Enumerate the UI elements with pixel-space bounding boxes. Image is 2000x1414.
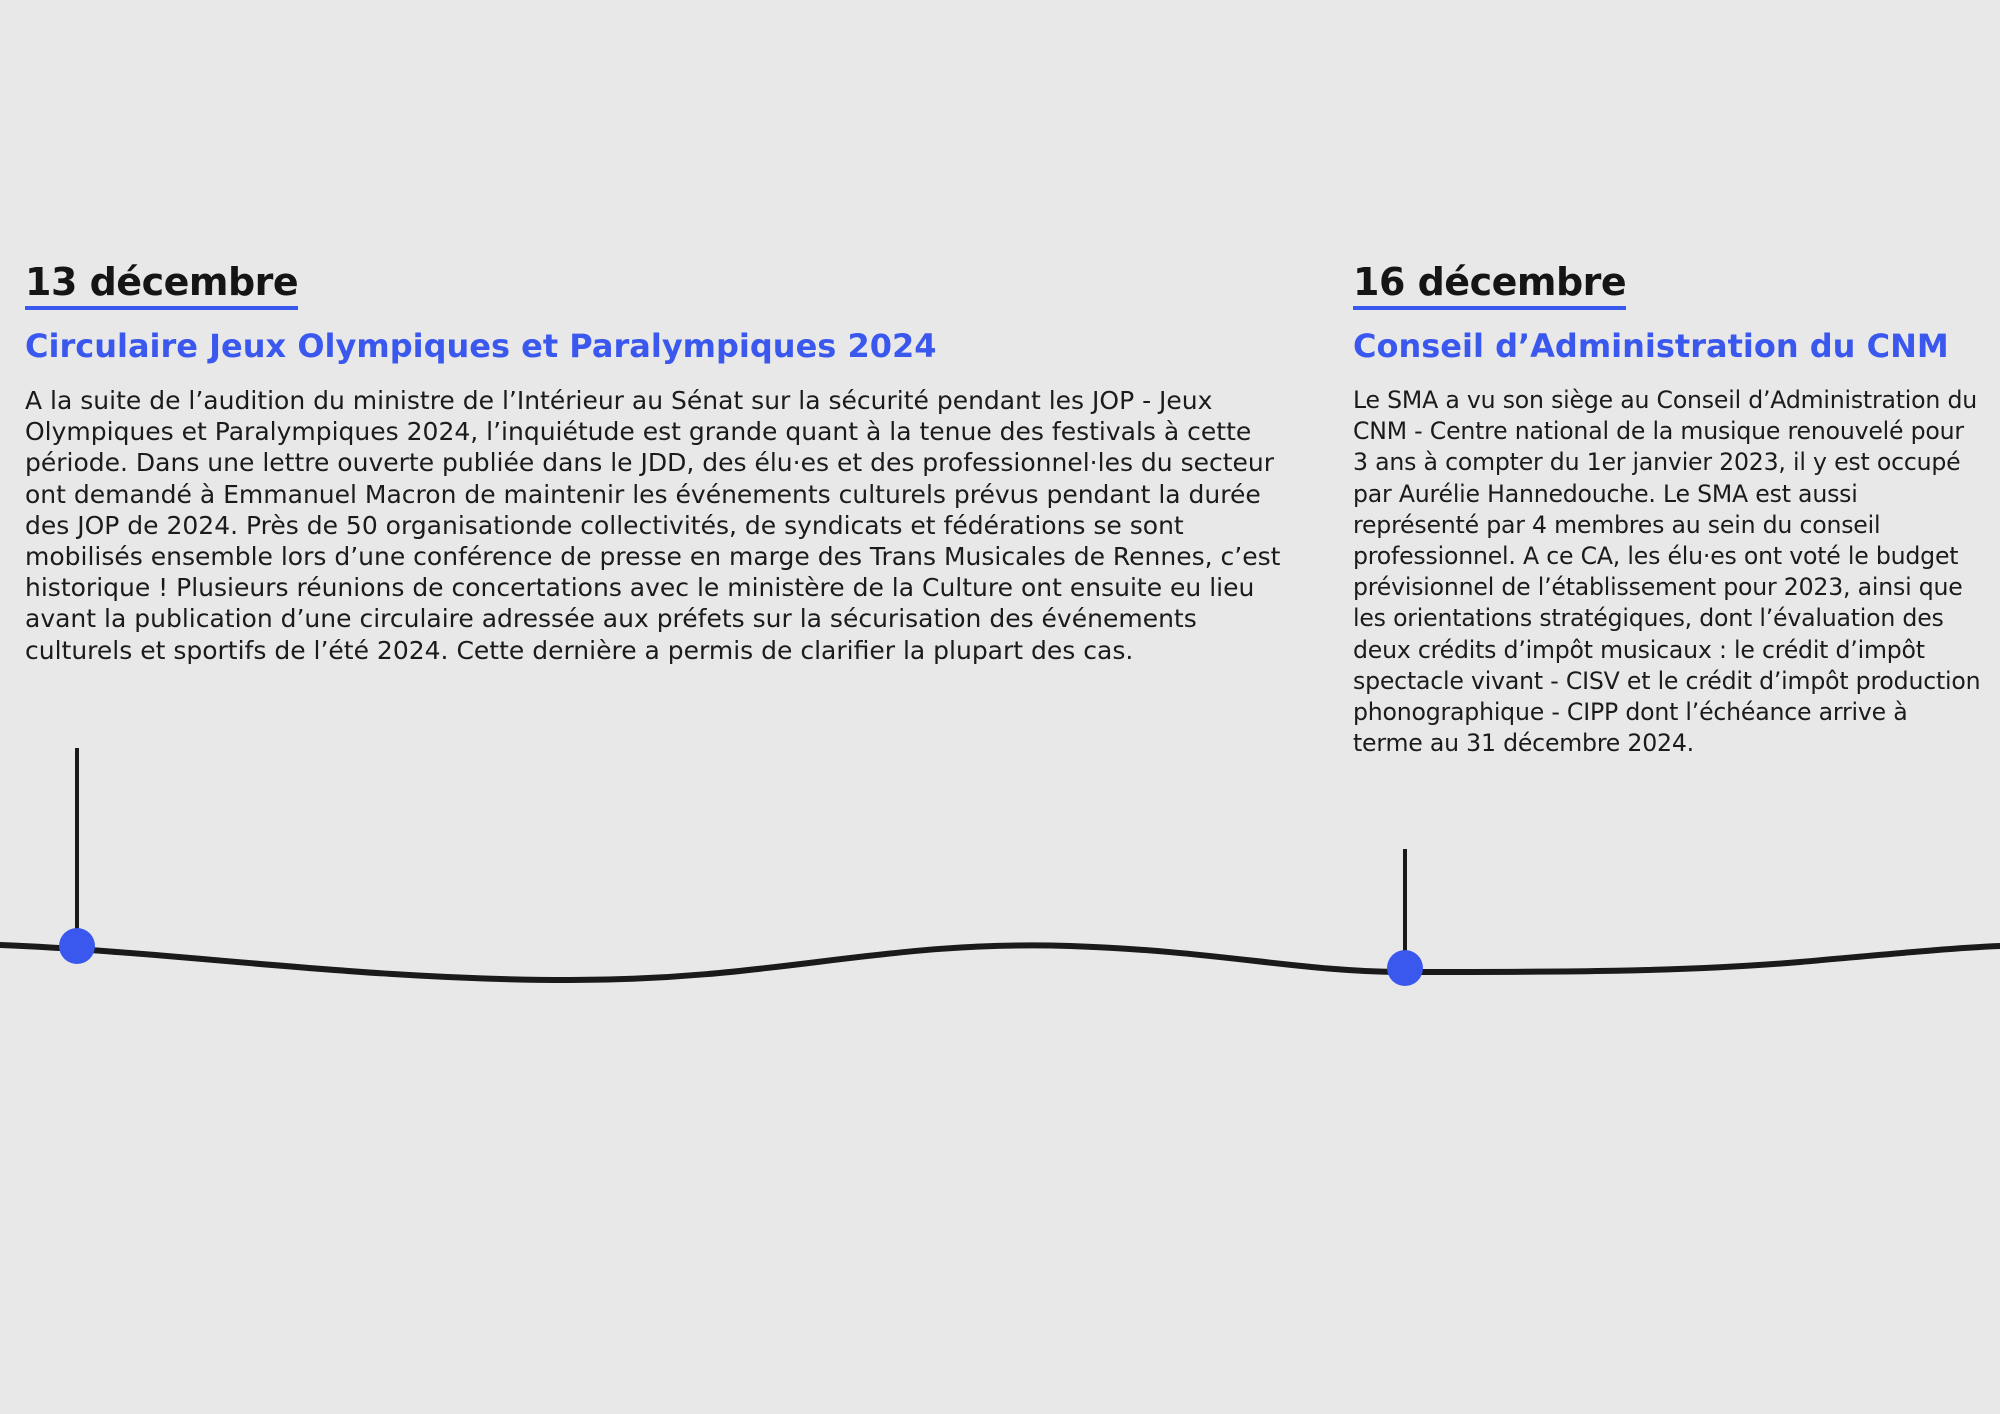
timeline-curve (0, 945, 2000, 980)
event-body: A la suite de l’audition du ministre de l’Intérieur au Sénat sur la sécurité pendant les JOP - Jeux Olympiques et Paralympiques 2024, l’inquiétude est grande quant à la tenue des festivals à cette période. Dans une lettre ouverte publiée dans le JDD, des élu·es et des professionnel·les du secteur ont demandé à Emmanuel Macron de maintenir les événements culturels prévus pendant la durée des JOP de 2024. Près de 50 organisationde collectivités, de syndicats et fédérations se sont mobilisés ensemble lors d’une conférence de presse en marge des Trans Musicales de Rennes, c’est historique ! Plusieurs réunions de concertations avec le ministère de la Culture ont ensuite eu lieu avant la publication d’une circulaire adressée aux préfets sur la sécurisation des événements culturels et sportifs de l’été 2024. Cette dernière a permis de clarifier la plupart des cas. (25, 386, 1281, 665)
timeline-marker-dec-13 (59, 928, 95, 964)
event-title: Circulaire Jeux Olympiques et Paralympiques 2024 (25, 327, 937, 365)
event-date: 13 décembre (25, 258, 298, 310)
event-title: Conseil d’Administration du CNM (1353, 327, 1949, 365)
event-body: Le SMA a vu son siège au Conseil d’Administration du CNM - Centre national de la musique renouvelé pour 3 ans à compter du 1er janvier 2023, il y est occupé par Aurélie Hannedouche. Le SMA est aussi représenté par 4 membres au sein du conseil professionnel. A ce CA, les élu·es ont voté le budget prévisionnel de l’établissement pour 2023, ainsi que les orientations stratégiques, dont l’évaluation des deux crédits d’impôt musicaux : le crédit d’impôt spectacle vivant - CISV et le crédit d’impôt production phonographique - CIPP dont l’échéance arrive à terme au 31 décembre 2024. (1353, 386, 1981, 758)
timeline-marker-dec-16 (1387, 950, 1423, 986)
event-date: 16 décembre (1353, 258, 1626, 310)
